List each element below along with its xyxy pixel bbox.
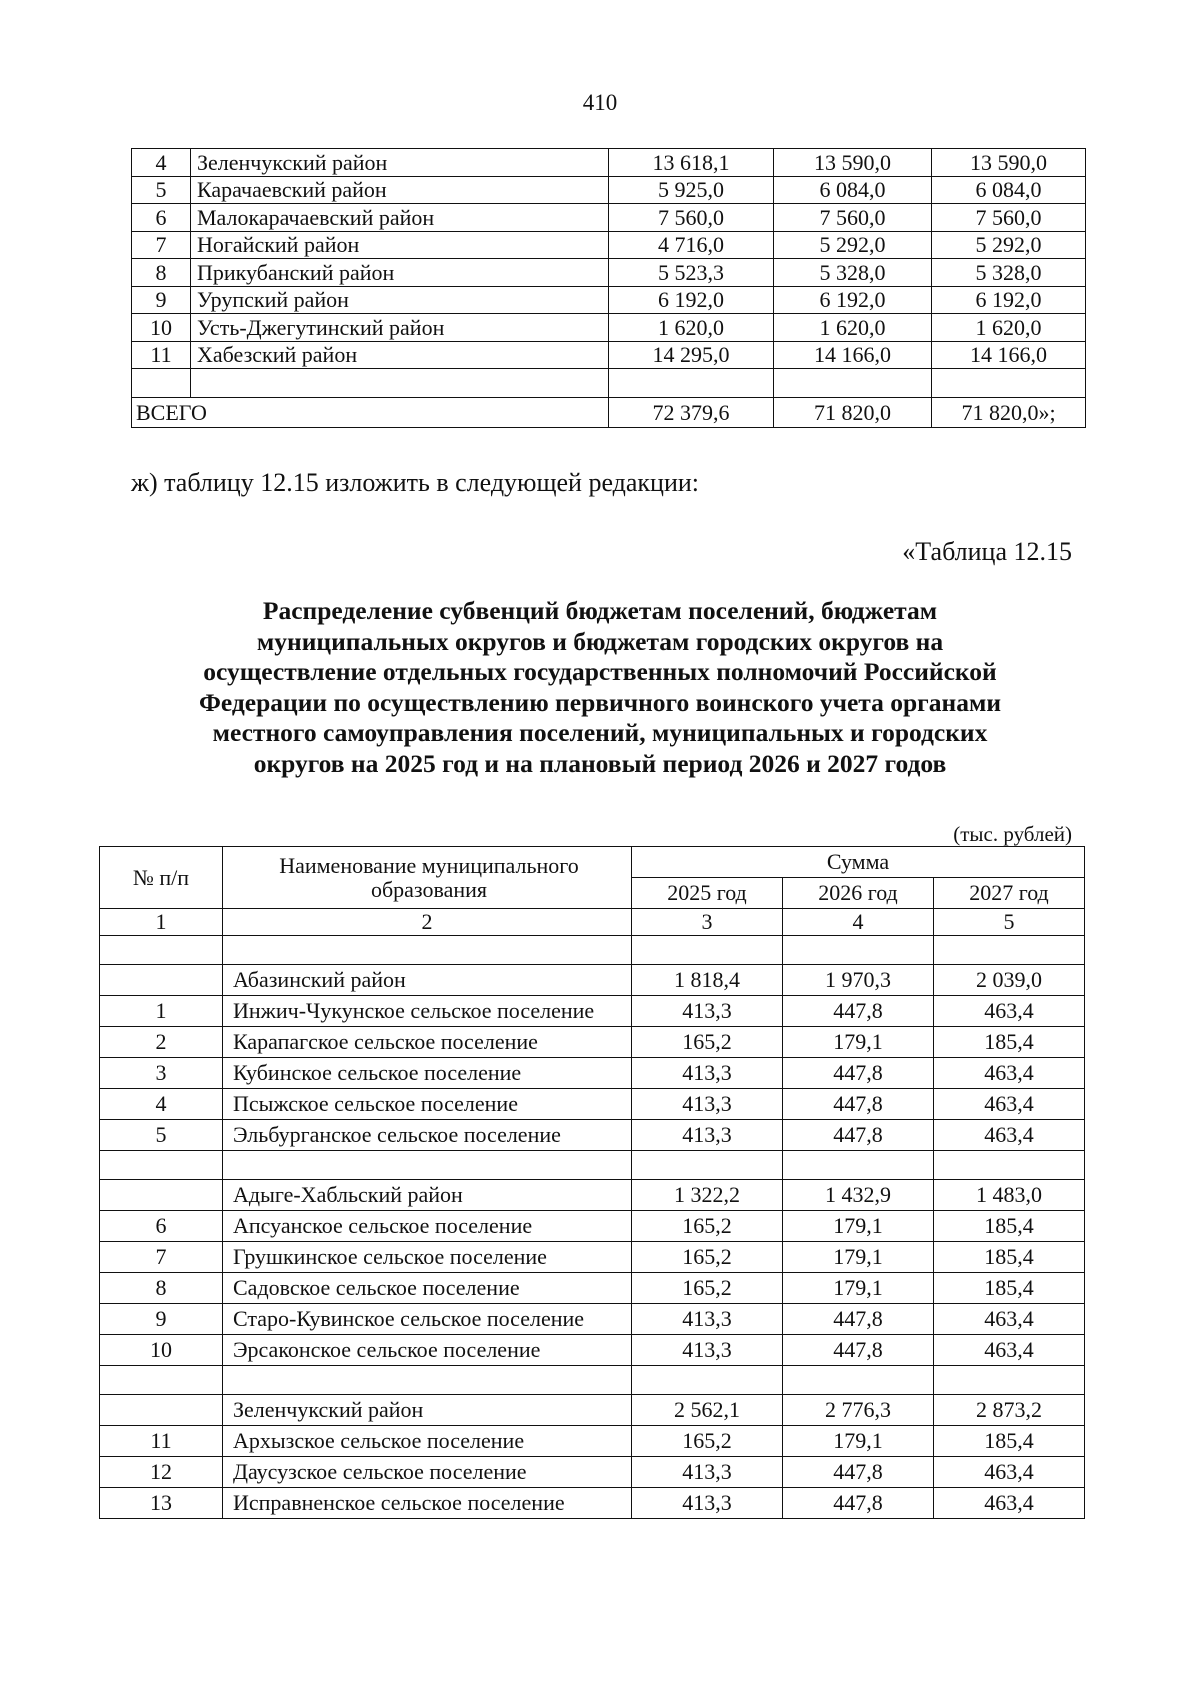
value-2025: 2 562,1 bbox=[632, 1395, 783, 1426]
value-2025: 5 925,0 bbox=[609, 176, 774, 204]
value-2027: 185,4 bbox=[934, 1273, 1085, 1304]
value-2026: 447,8 bbox=[783, 1335, 934, 1366]
settlement-name: Кубинское сельское поселение bbox=[223, 1058, 632, 1089]
empty-cell bbox=[100, 1151, 223, 1180]
empty-cell bbox=[191, 369, 609, 398]
empty-cell bbox=[223, 1366, 632, 1395]
table-row bbox=[132, 204, 1086, 232]
value-2027: 463,4 bbox=[934, 996, 1085, 1027]
value-2027: 2 873,2 bbox=[934, 1395, 1085, 1426]
header-2027: 2027 год bbox=[934, 878, 1085, 909]
district-name: Абазинский район bbox=[223, 965, 632, 996]
table-row bbox=[132, 286, 1086, 314]
settlement-name: Апсуанское сельское поселение bbox=[223, 1211, 632, 1242]
district-name: Прикубанский район bbox=[191, 259, 609, 287]
row-number: 13 bbox=[100, 1488, 223, 1519]
district-name: Карачаевский район bbox=[191, 176, 609, 204]
settlement-name: Эрсаконское сельское поселение bbox=[223, 1335, 632, 1366]
value-2026: 179,1 bbox=[783, 1426, 934, 1457]
value-2027: 1 483,0 bbox=[934, 1180, 1085, 1211]
value-2025: 1 818,4 bbox=[632, 965, 783, 996]
value-2026: 447,8 bbox=[783, 1488, 934, 1519]
header-num: № п/п bbox=[100, 847, 223, 909]
title-line: муниципальных округов и бюджетам городских округов на bbox=[256, 626, 944, 656]
row-number: 11 bbox=[132, 341, 191, 369]
row-number bbox=[100, 1180, 223, 1211]
settlement-name: Садовское сельское поселение bbox=[223, 1273, 632, 1304]
value-2027: 463,4 bbox=[934, 1120, 1085, 1151]
value-2025: 7 560,0 bbox=[609, 204, 774, 232]
row-number: 5 bbox=[132, 176, 191, 204]
empty-cell bbox=[609, 369, 774, 398]
empty-cell bbox=[632, 936, 783, 965]
value-2026: 447,8 bbox=[783, 996, 934, 1027]
settlement-name: Инжич-Чукунское сельское поселение bbox=[223, 996, 632, 1027]
row-number: 1 bbox=[100, 996, 223, 1027]
value-2026: 179,1 bbox=[783, 1211, 934, 1242]
value-2026: 447,8 bbox=[783, 1457, 934, 1488]
table-row bbox=[100, 1488, 1085, 1519]
value-2027: 2 039,0 bbox=[934, 965, 1085, 996]
district-name: Усть-Джегутинский район bbox=[191, 314, 609, 342]
title-line: Распределение субвенций бюджетам поселений, бюджетам bbox=[262, 596, 938, 625]
row-number: 7 bbox=[132, 231, 191, 259]
value-2027: 7 560,0 bbox=[932, 204, 1086, 232]
table-row bbox=[100, 1273, 1085, 1304]
district-name: Малокарачаевский район bbox=[191, 204, 609, 232]
value-2026: 179,1 bbox=[783, 1242, 934, 1273]
column-numbers-row bbox=[100, 909, 1085, 936]
table-row bbox=[100, 1211, 1085, 1242]
total-row bbox=[132, 398, 1086, 428]
value-2026: 1 432,9 bbox=[783, 1180, 934, 1211]
value-2025: 165,2 bbox=[632, 1426, 783, 1457]
district-name: Зеленчукский район bbox=[191, 149, 609, 177]
title-line: округов на 2025 год и на плановый период 2026 и 2027 годов bbox=[253, 748, 947, 778]
col-number: 3 bbox=[632, 909, 783, 936]
value-2027: 1 620,0 bbox=[932, 314, 1086, 342]
value-2025: 413,3 bbox=[632, 1089, 783, 1120]
row-number bbox=[100, 1395, 223, 1426]
table-row bbox=[100, 1120, 1085, 1151]
empty-cell bbox=[100, 1366, 223, 1395]
table-row bbox=[100, 1089, 1085, 1120]
value-2025: 413,3 bbox=[632, 1304, 783, 1335]
value-2026: 1 970,3 bbox=[783, 965, 934, 996]
value-2026: 2 776,3 bbox=[783, 1395, 934, 1426]
title-line: местного самоуправления поселений, муниципальных и городских bbox=[212, 718, 988, 747]
value-2026: 447,8 bbox=[783, 1120, 934, 1151]
row-number: 9 bbox=[100, 1304, 223, 1335]
settlement-name: Псыжское сельское поселение bbox=[223, 1089, 632, 1120]
header-2026: 2026 год bbox=[783, 878, 934, 909]
district-row bbox=[100, 965, 1085, 996]
value-2025: 413,3 bbox=[632, 996, 783, 1027]
page-number: 410 bbox=[582, 90, 618, 115]
value-2026: 447,8 bbox=[783, 1304, 934, 1335]
value-2026: 6 084,0 bbox=[774, 176, 932, 204]
value-2027: 463,4 bbox=[934, 1089, 1085, 1120]
settlement-name: Грушкинское сельское поселение bbox=[223, 1242, 632, 1273]
table-row bbox=[132, 259, 1086, 287]
value-2026: 6 192,0 bbox=[774, 286, 932, 314]
empty-cell bbox=[632, 1151, 783, 1180]
district-name: Зеленчукский район bbox=[223, 1395, 632, 1426]
value-2025: 165,2 bbox=[632, 1211, 783, 1242]
value-2025: 413,3 bbox=[632, 1457, 783, 1488]
empty-cell bbox=[783, 1151, 934, 1180]
row-number: 3 bbox=[100, 1058, 223, 1089]
value-2025: 165,2 bbox=[632, 1273, 783, 1304]
table-title bbox=[100, 596, 1100, 779]
empty-row bbox=[100, 936, 1085, 965]
header-name: Наименование муниципального образования bbox=[223, 847, 632, 909]
table-row bbox=[100, 1335, 1085, 1366]
value-2025: 4 716,0 bbox=[609, 231, 774, 259]
value-2027: 13 590,0 bbox=[932, 149, 1086, 177]
value-2027: 5 328,0 bbox=[932, 259, 1086, 287]
empty-cell bbox=[132, 369, 191, 398]
col-number: 2 bbox=[223, 909, 632, 936]
empty-cell bbox=[934, 936, 1085, 965]
value-2027: 463,4 bbox=[934, 1457, 1085, 1488]
settlement-name: Эльбурганское сельское поселение bbox=[223, 1120, 632, 1151]
empty-row bbox=[100, 1366, 1085, 1395]
empty-cell bbox=[223, 936, 632, 965]
table-row bbox=[100, 1027, 1085, 1058]
row-number bbox=[100, 965, 223, 996]
value-2027: 463,4 bbox=[934, 1488, 1085, 1519]
amendment-paragraph: ж) таблицу 12.15 изложить в следующей редакции: bbox=[131, 468, 700, 497]
row-number: 9 bbox=[132, 286, 191, 314]
settlement-name: Исправненское сельское поселение bbox=[223, 1488, 632, 1519]
value-2026: 14 166,0 bbox=[774, 341, 932, 369]
empty-cell bbox=[783, 936, 934, 965]
district-row bbox=[100, 1395, 1085, 1426]
table-row bbox=[132, 314, 1086, 342]
empty-cell bbox=[223, 1151, 632, 1180]
table-row bbox=[100, 1242, 1085, 1273]
value-2025: 1 620,0 bbox=[609, 314, 774, 342]
settlement-name: Старо-Кувинское сельское поселение bbox=[223, 1304, 632, 1335]
row-number: 2 bbox=[100, 1027, 223, 1058]
district-row bbox=[100, 1180, 1085, 1211]
title-line: Федерации по осуществлению первичного воинского учета органами bbox=[198, 687, 1002, 717]
empty-row bbox=[100, 1151, 1085, 1180]
value-2025: 165,2 bbox=[632, 1027, 783, 1058]
empty-cell bbox=[934, 1151, 1085, 1180]
table-row bbox=[132, 231, 1086, 259]
district-name: Адыге-Хабльский район bbox=[223, 1180, 632, 1211]
value-2027: 463,4 bbox=[934, 1058, 1085, 1089]
value-2025: 13 618,1 bbox=[609, 149, 774, 177]
empty-cell bbox=[632, 1366, 783, 1395]
row-number: 6 bbox=[132, 204, 191, 232]
col-number: 4 bbox=[783, 909, 934, 936]
value-2025: 413,3 bbox=[632, 1335, 783, 1366]
value-2025: 413,3 bbox=[632, 1488, 783, 1519]
row-number: 4 bbox=[132, 149, 191, 177]
title-line: осуществление отдельных государственных полномочий Российской bbox=[203, 657, 997, 686]
value-2026: 179,1 bbox=[783, 1027, 934, 1058]
value-2027: 185,4 bbox=[934, 1242, 1085, 1273]
district-name: Хабезский район bbox=[191, 341, 609, 369]
total-2027: 71 820,0»; bbox=[932, 398, 1086, 428]
row-number: 6 bbox=[100, 1211, 223, 1242]
empty-cell bbox=[934, 1366, 1085, 1395]
district-name: Ногайский район bbox=[191, 231, 609, 259]
empty-cell bbox=[932, 369, 1086, 398]
value-2027: 185,4 bbox=[934, 1027, 1085, 1058]
total-2025: 72 379,6 bbox=[609, 398, 774, 428]
value-2025: 413,3 bbox=[632, 1120, 783, 1151]
value-2026: 447,8 bbox=[783, 1089, 934, 1120]
col-number: 5 bbox=[934, 909, 1085, 936]
table-row bbox=[132, 176, 1086, 204]
district-totals-table bbox=[131, 148, 1086, 428]
value-2025: 14 295,0 bbox=[609, 341, 774, 369]
table-label: «Таблица 12.15 bbox=[902, 537, 1072, 566]
value-2027: 6 084,0 bbox=[932, 176, 1086, 204]
value-2025: 6 192,0 bbox=[609, 286, 774, 314]
value-2027: 5 292,0 bbox=[932, 231, 1086, 259]
total-2026: 71 820,0 bbox=[774, 398, 932, 428]
row-number: 5 bbox=[100, 1120, 223, 1151]
empty-cell bbox=[100, 936, 223, 965]
table-row bbox=[100, 1457, 1085, 1488]
value-2026: 13 590,0 bbox=[774, 149, 932, 177]
row-number: 7 bbox=[100, 1242, 223, 1273]
row-number: 10 bbox=[100, 1335, 223, 1366]
table-row bbox=[132, 149, 1086, 177]
value-2025: 413,3 bbox=[632, 1058, 783, 1089]
value-2026: 1 620,0 bbox=[774, 314, 932, 342]
value-2026: 5 328,0 bbox=[774, 259, 932, 287]
subvention-table-body bbox=[100, 847, 1085, 1519]
table-row bbox=[100, 1426, 1085, 1457]
value-2025: 5 523,3 bbox=[609, 259, 774, 287]
value-2027: 463,4 bbox=[934, 1335, 1085, 1366]
value-2026: 7 560,0 bbox=[774, 204, 932, 232]
row-number: 11 bbox=[100, 1426, 223, 1457]
value-2027: 463,4 bbox=[934, 1304, 1085, 1335]
header-row bbox=[100, 847, 1085, 878]
table-row bbox=[100, 1304, 1085, 1335]
row-number: 8 bbox=[132, 259, 191, 287]
table-row bbox=[100, 996, 1085, 1027]
value-2025: 1 322,2 bbox=[632, 1180, 783, 1211]
value-2025: 165,2 bbox=[632, 1242, 783, 1273]
value-2026: 5 292,0 bbox=[774, 231, 932, 259]
district-totals-body bbox=[132, 149, 1086, 428]
row-number: 12 bbox=[100, 1457, 223, 1488]
district-name: Урупский район bbox=[191, 286, 609, 314]
empty-cell bbox=[783, 1366, 934, 1395]
table-row bbox=[132, 341, 1086, 369]
empty-cell bbox=[774, 369, 932, 398]
value-2027: 6 192,0 bbox=[932, 286, 1086, 314]
subvention-distribution-table bbox=[99, 846, 1085, 1519]
units-label: (тыс. рублей) bbox=[953, 822, 1072, 846]
value-2027: 185,4 bbox=[934, 1426, 1085, 1457]
settlement-name: Архызское сельское поселение bbox=[223, 1426, 632, 1457]
header-sum: Сумма bbox=[632, 847, 1085, 878]
value-2027: 185,4 bbox=[934, 1211, 1085, 1242]
row-number: 8 bbox=[100, 1273, 223, 1304]
value-2027: 14 166,0 bbox=[932, 341, 1086, 369]
col-number: 1 bbox=[100, 909, 223, 936]
row-number: 10 bbox=[132, 314, 191, 342]
empty-row bbox=[132, 369, 1086, 398]
table-row bbox=[100, 1058, 1085, 1089]
value-2026: 179,1 bbox=[783, 1273, 934, 1304]
total-label: ВСЕГО bbox=[132, 398, 609, 428]
header-2025: 2025 год bbox=[632, 878, 783, 909]
settlement-name: Даусузское сельское поселение bbox=[223, 1457, 632, 1488]
row-number: 4 bbox=[100, 1089, 223, 1120]
value-2026: 447,8 bbox=[783, 1058, 934, 1089]
settlement-name: Карапагское сельское поселение bbox=[223, 1027, 632, 1058]
